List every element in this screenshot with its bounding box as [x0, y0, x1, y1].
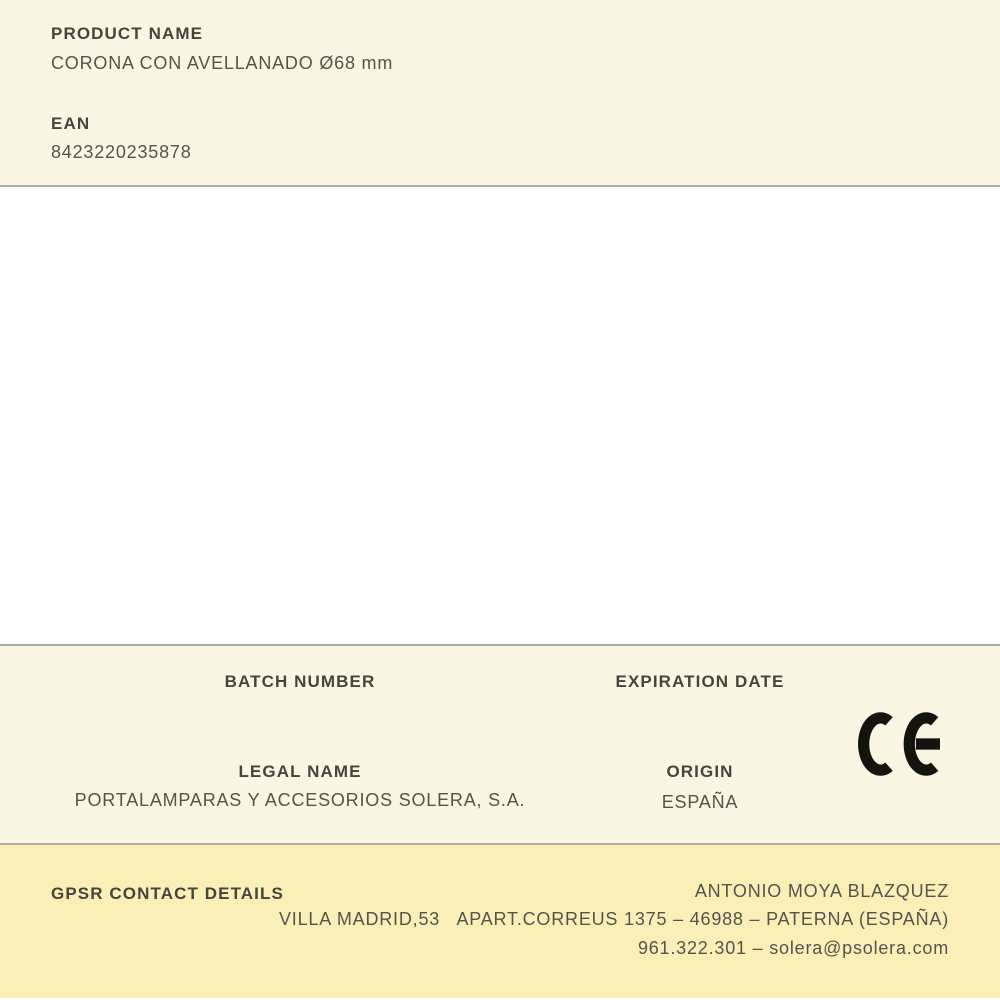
product-name-value: CORONA CON AVELLANADO Ø68 mm: [51, 53, 394, 73]
contact-phone-email: 961.322.301 – solera@psolera.com: [637, 938, 949, 958]
expiration-date-label: EXPIRATION DATE: [615, 672, 785, 691]
gpsr-contact-label: GPSR CONTACT DETAILS: [51, 884, 284, 903]
product-name-label: PRODUCT NAME: [51, 24, 204, 43]
batch-number-label: BATCH NUMBER: [224, 672, 376, 691]
blank-area: [0, 187, 1000, 646]
contact-name: ANTONIO MOYA BLAZQUEZ: [694, 881, 949, 901]
ean-label: EAN: [51, 114, 91, 133]
gpsr-section: [0, 845, 1000, 998]
legal-name-label: LEGAL NAME: [238, 762, 362, 781]
product-section: [0, 0, 1000, 187]
contact-address: VILLA MADRID,53 APART.CORREUS 1375 – 46988 – PATERNA (ESPAÑA): [279, 909, 949, 929]
batch-info-section: [0, 646, 1000, 845]
ce-mark-icon: [858, 712, 940, 776]
origin-label: ORIGIN: [666, 762, 734, 781]
origin-value: ESPAÑA: [661, 792, 739, 812]
legal-name-value: PORTALAMPARAS Y ACCESORIOS SOLERA, S.A.: [74, 790, 526, 810]
ean-value: 8423220235878: [51, 142, 192, 162]
